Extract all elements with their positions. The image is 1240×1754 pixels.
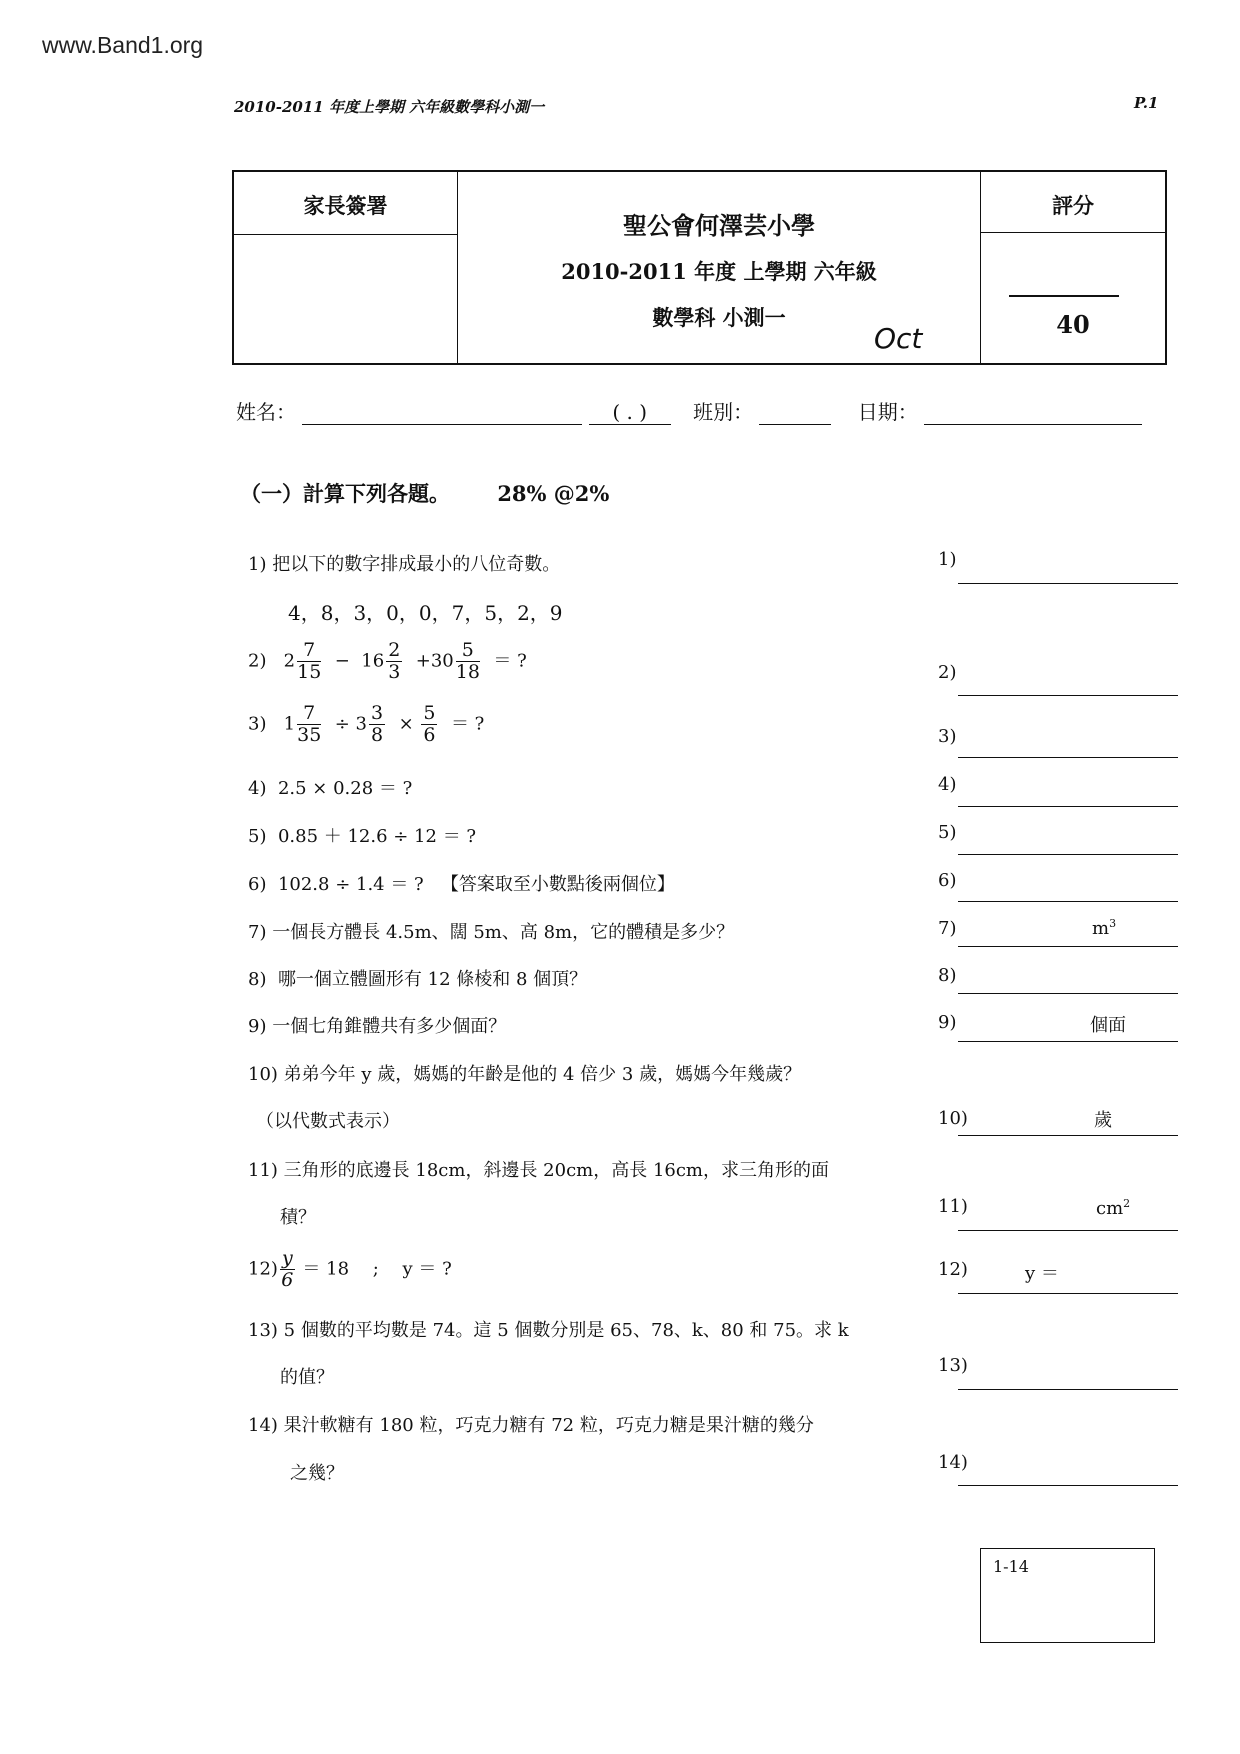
answer-line-3[interactable] [958,757,1178,758]
class-number-field[interactable]: ( . ) [589,400,671,425]
question-10: 10) 弟弟今年 y 歲，媽媽的年齡是他的 4 倍少 3 歲，媽媽今年幾歲？ [248,1064,802,1085]
answer-unit-10: 歲 [1094,1110,1112,1131]
answer-line-4[interactable] [958,806,1178,807]
answer-unit-7: $m^3$ [1092,917,1117,939]
answer-line-9[interactable] [958,1041,1178,1042]
score-total: 40 [1056,310,1090,339]
question-4: 4) 2.5 × 0.28 ＝ ? [248,778,413,799]
question-11-line2: 積？ [280,1207,316,1228]
answer-label-1: 1) [938,549,957,570]
answer-label-9: 9) [938,1012,957,1033]
answer-line-7[interactable] [958,946,1178,947]
question-8: 8) 哪一個立體圖形有 12 條棱和 8 個頂？ [248,969,588,990]
answer-label-4: 4) [938,774,957,795]
answer-unit-12: y ＝ [1025,1263,1059,1284]
question-3: 3) 1 $\frac{7}{35}$ ÷ 3 $\frac{3}{8}$ × $\frac{5}{6}$ ＝ ? [248,702,485,746]
question-1-digits: 4，8，3，0，0，7，5，2，9 [288,601,563,625]
answer-line-10[interactable] [958,1135,1178,1136]
answer-label-3: 3) [938,726,957,747]
handwritten-note: Oct [874,322,923,355]
answer-label-11: 11) [938,1196,968,1217]
question-1: 1) 把以下的數字排成最小的八位奇數。 [248,554,561,575]
answer-line-1[interactable] [958,583,1178,584]
question-13: 13) 5 個數的平均數是 74。這 5 個數分別是 65、78、k、80 和 75。求 k [248,1320,849,1341]
question-14: 14) 果汁軟糖有 180 粒，巧克力糖有 72 粒，巧克力糖是果汁糖的幾分 [248,1415,814,1436]
question-10-line2: （以代數式表示） [256,1111,400,1132]
question-12: 12) $\frac{y}{6}$ ＝ 18 ; y ＝ ? [248,1247,452,1291]
answer-line-12[interactable] [958,1293,1178,1294]
parent-signature-label: 家長簽署 [303,193,388,218]
answer-line-2[interactable] [958,695,1178,696]
answer-label-12: 12) [938,1259,968,1280]
date-field[interactable] [924,424,1142,425]
answer-line-14[interactable] [958,1485,1178,1486]
parent-signature-field[interactable] [234,235,457,361]
question-5: 5) 0.85 ＋ 12.6 ÷ 12 ＝ ? [248,826,477,847]
answer-label-10: 10) [938,1108,968,1129]
student-info-row [236,396,1142,425]
date-label: 日期： [857,400,918,424]
answer-line-6[interactable] [958,901,1178,902]
school-name: 聖公會何澤芸小學 [623,211,815,240]
section-marks: 28% @2% [497,481,610,506]
score-box-label: 1-14 [993,1557,1029,1576]
class-field[interactable] [759,424,831,425]
answer-label-2: 2) [938,662,957,683]
score-box [980,1548,1155,1643]
section-title: （一）計算下列各題。 [240,481,450,506]
score-label: 評分 [1052,193,1094,218]
watermark: www.Band1.org [42,32,204,58]
divider [980,232,1165,233]
question-2: 2) 2 $\frac{7}{15}$ − 16 $\frac{2}{3}$ +30 $\frac{5}{18}$ ＝ ? [248,639,527,683]
running-header: 2010-2011 年度上學期 六年級數學科小測一 [234,98,545,116]
question-13-line2: 的值？ [280,1367,334,1388]
answer-label-5: 5) [938,822,957,843]
answer-label-7: 7) [938,918,957,939]
header-table [232,170,1167,365]
answer-line-13[interactable] [958,1389,1178,1390]
question-7: 7) 一個長方體長 4.5m、闊 5m、高 8m，它的體積是多少？ [248,922,735,943]
answer-label-13: 13) [938,1355,968,1376]
answer-line-11[interactable] [958,1230,1178,1231]
answer-label-6: 6) [938,870,957,891]
question-11: 11) 三角形的底邊長 18cm，斜邊長 20cm，高長 16cm，求三角形的面 [248,1160,829,1181]
page-number: P.1 [1134,94,1159,112]
subject-line: 數學科 小測一 [652,305,786,330]
answer-line-8[interactable] [958,993,1178,994]
question-9: 9) 一個七角錐體共有多少個面？ [248,1016,507,1037]
answer-label-8: 8) [938,965,957,986]
question-14-line2: 之幾？ [290,1463,344,1484]
term-line: 2010-2011 年度 上學期 六年級 [561,259,877,284]
answer-label-14: 14) [938,1452,968,1473]
answer-unit-11: $cm^2$ [1096,1197,1131,1219]
score-fraction-line [1009,295,1119,297]
name-label: 姓名： [236,400,296,424]
question-6: 6) 102.8 ÷ 1.4 ＝ ? 【答案取至小數點後兩個位】 [248,874,675,895]
answer-line-5[interactable] [958,854,1178,855]
class-label: 班別： [693,400,754,424]
answer-unit-9: 個面 [1090,1015,1126,1036]
section-heading [240,478,609,508]
name-field[interactable] [302,424,582,425]
